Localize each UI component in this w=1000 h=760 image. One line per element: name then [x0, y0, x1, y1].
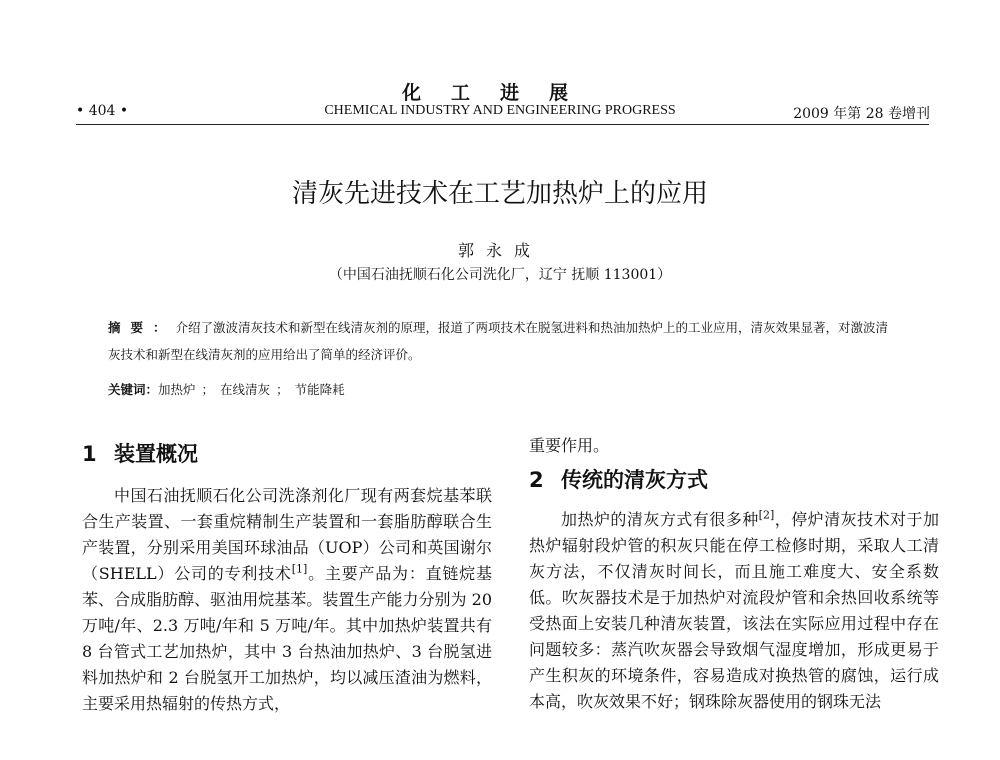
citation-ref: [2] — [758, 508, 775, 522]
keyword-item: 加热炉 — [158, 382, 196, 397]
issue-info: 2009 年第 28 卷增刊 — [793, 106, 930, 122]
keyword-item: 节能降耗 — [294, 382, 345, 397]
section-number: 2 — [529, 468, 544, 492]
keyword-separator: ； — [201, 382, 215, 397]
section-heading-1 — [82, 441, 492, 467]
section-number: 1 — [82, 442, 97, 466]
article-title: 清灰先进技术在工艺加热炉上的应用 — [291, 179, 708, 209]
keywords-label: 关键词： — [108, 382, 159, 397]
paragraph-text: 中国石油抚顺石化公司洗涤剂化厂现有两套烷基苯联合生产装置、一套重烷精制生产装置和一套脂肪醇联合生产装置，分别采用美国环球油品（UOP）公司和英国谢尔（SHELL）公司的专利技术 — [82, 486, 492, 583]
keyword-item: 在线清灰 — [220, 382, 271, 397]
journal-name-en: CHEMICAL INDUSTRY AND ENGINEERING PROGRESS — [324, 103, 676, 118]
body-paragraph — [82, 483, 492, 717]
journal-name-cn: 化工进展 — [401, 82, 598, 104]
header-rule — [76, 124, 929, 125]
abstract-label: 摘要： — [108, 320, 176, 335]
section-title: 装置概况 — [114, 442, 198, 466]
paragraph-text: 。主要产品为：直链烷基苯、合成脂肪醇、驱油用烷基苯。装置生产能力分别为 20 万吨/年、2.3 万吨/年和 5 万吨/年。其中加热炉装置共有 8 台管式工艺加热炉，其中 3 台热油加热炉、3 台脱氢进料加热炉和 2 台脱氢开工加热炉，均以减压渣油为燃料，主要采用热辐射的传热方式， — [82, 564, 492, 713]
abstract — [108, 314, 898, 368]
column-right — [529, 433, 939, 715]
paragraph-text: 加热炉的清灰方式有很多种 — [561, 510, 759, 529]
section-title: 传统的清灰方式 — [561, 468, 708, 492]
continued-text: 重要作用。 — [529, 436, 610, 455]
section-heading-2 — [529, 467, 939, 493]
keywords — [108, 380, 345, 398]
body-paragraph — [529, 507, 939, 715]
paragraph-text: ，停炉清灰技术对于加热炉辐射段炉管的积灰只能在停工检修时期，采取人工清灰方法，不仅清灰时间长，而且施工难度大、安全系数低。吹灰器技术是于加热炉对流段炉管和余热回收系统等受热面上安装几种清灰装置，该法在实际应用过程中存在问题较多：蒸汽吹灰器会导致烟气湿度增加，形成更易于产生积灰的环境条件，容易造成对换热管的腐蚀，运行成本高，吹灰效果不好；钢珠除灰器使用的钢珠无法 — [529, 510, 939, 711]
affiliation: （中国石油抚顺石化公司洗化厂，辽宁 抚顺 113001） — [328, 267, 672, 283]
citation-ref: [1] — [291, 562, 308, 576]
page-number: • 404 • — [76, 103, 129, 119]
keyword-separator: ； — [276, 382, 289, 397]
abstract-text: 介绍了激波清灰技术和新型在线清灰剂的原理，报道了两项技术在脱氢进料和热油加热炉上的工业应用，清灰效果显著，对激波清灰技术和新型在线清灰剂的应用给出了简单的经济评价。 — [108, 320, 889, 362]
author: 郭永成 — [457, 241, 542, 260]
column-left — [82, 441, 492, 717]
